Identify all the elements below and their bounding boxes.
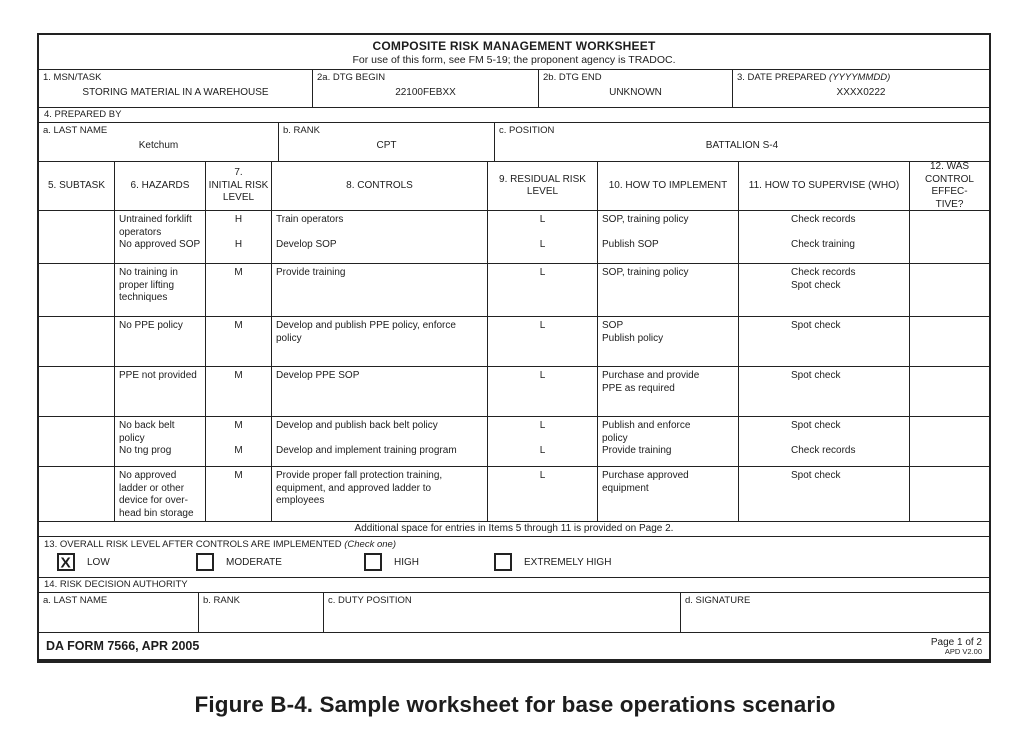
form-version: APD V2.00 [944,646,982,656]
authority-last-name-field[interactable]: a. LAST NAME [39,593,199,632]
option-moderate-label: MODERATE [226,556,282,568]
date-prepared-value: XXXX0222 [836,87,886,98]
cell-effective [910,417,989,466]
cell-subtask [39,467,115,521]
cell-implement: SOP, training policy Publish SOP [598,211,739,263]
preparer-position-field: c. POSITION BATTALION S-4 [495,123,989,161]
date-prepared-field [733,70,989,107]
cell-initial-risk: M [206,317,272,366]
cell-effective [910,467,989,521]
cell-hazards: Untrained forklift operators No approved SOP [115,211,206,263]
col-header-subtask: 5. SUBTASK [39,162,115,210]
preparer-rank-value: CPT [376,140,397,151]
dtg-begin-label: 2a. DTG BEGIN [317,72,386,83]
cell-hazards: PPE not provided [115,367,206,416]
preparer-rank-field: b. RANK CPT [279,123,495,161]
cell-residual-risk: L [488,367,598,416]
crm-worksheet-form [37,33,991,663]
table-row [39,317,989,367]
form-title: COMPOSITE RISK MANAGEMENT WORKSHEET [372,39,656,53]
cell-hazards: No approved ladder or other device for over- head bin storage [115,467,206,521]
option-extremely-high-label: EXTREMELY HIGH [524,556,612,568]
form-id: DA FORM 7566, APR 2005 [46,639,200,653]
col-header-controls: 8. CONTROLS [272,162,488,210]
checkbox-low[interactable]: X [57,553,75,571]
prepared-by-row [39,123,989,162]
authority-signature-field[interactable]: d. SIGNATURE [685,595,751,606]
col-header-hazards: 6. HAZARDS [115,162,206,210]
msn-task-label: 1. MSN/TASK [43,72,102,83]
cell-initial-risk: M M [206,417,272,466]
cell-implement: Purchase approved equipment [598,467,739,521]
form-header [39,35,989,70]
table-row [39,367,989,417]
checkbox-high[interactable] [364,553,382,571]
msn-task-field [39,70,313,107]
risk-decision-authority-section-label: 14. RISK DECISION AUTHORITY [39,578,989,593]
cell-implement: SOP, training policy [598,264,739,316]
dtg-begin-value: 22100FEBXX [395,87,456,98]
cell-supervise: Spot check [739,367,910,416]
msn-task-value: STORING MATERIAL IN A WAREHOUSE [82,87,269,98]
option-low-label: LOW [87,556,110,568]
preparer-last-name-field: a. LAST NAME Ketchum [39,123,279,161]
prepared-by-section-label: 4. PREPARED BY [39,108,989,123]
cell-controls: Develop PPE SOP [272,367,488,416]
cell-initial-risk: M [206,367,272,416]
cell-implement: SOP Publish policy [598,317,739,366]
cell-hazards: No back belt policy No tng prog [115,417,206,466]
cell-effective [910,367,989,416]
option-moderate [196,553,282,571]
cell-implement: Purchase and provide PPE as required [598,367,739,416]
cell-residual-risk: L L [488,211,598,263]
risk-table [39,162,989,522]
cell-initial-risk: M [206,467,272,521]
risk-table-header [39,162,989,211]
risk-decision-authority-row [39,593,989,633]
table-row [39,264,989,317]
figure-caption: Figure B-4. Sample worksheet for base operations scenario [194,692,836,717]
cell-supervise: Spot check [739,467,910,521]
checkbox-moderate[interactable] [196,553,214,571]
cell-supervise: Check records Check training [739,211,910,263]
cell-subtask [39,367,115,416]
col-header-implement: 10. HOW TO IMPLEMENT [598,162,739,210]
cell-effective [910,264,989,316]
authority-rank-field[interactable]: b. RANK [199,593,324,632]
dtg-end-value: UNKNOWN [609,87,662,98]
cell-controls: Develop and publish PPE policy, enforce policy [272,317,488,366]
footer-right [931,637,982,656]
cell-residual-risk: L [488,317,598,366]
overall-risk-section [39,537,989,578]
cell-supervise: Spot check Check records [739,417,910,466]
cell-initial-risk: H H [206,211,272,263]
option-extremely-high [494,553,611,571]
overall-risk-label: 13. OVERALL RISK LEVEL AFTER CONTROLS ARE IMPLEMENTED (Check one) [44,539,396,550]
cell-supervise: Check records Spot check [739,264,910,316]
option-low [57,553,110,571]
form-footer [39,633,989,659]
cell-hazards: No PPE policy [115,317,206,366]
dtg-begin-field [313,70,539,107]
cell-controls: Provide training [272,264,488,316]
date-prepared-label: 3. DATE PREPARED (YYYYMMDD) [737,72,891,83]
col-header-residual-risk: 9. RESIDUAL RISK LEVEL [488,162,598,210]
cell-controls: Provide proper fall protection training, equipment, and approved ladder to employees [272,467,488,521]
cell-effective [910,211,989,263]
cell-subtask [39,264,115,316]
cell-subtask [39,211,115,263]
authority-duty-position-field[interactable]: c. DUTY POSITION [324,593,681,632]
table-row [39,467,989,522]
cell-subtask [39,317,115,366]
page-number: Page 1 of 2 [930,636,982,648]
cell-controls: Train operators Develop SOP [272,211,488,263]
form-subtitle: For use of this form, see FM 5-19; the proponent agency is TRADOC. [352,54,676,66]
cell-hazards: No training in proper lifting techniques [115,264,206,316]
preparer-position-value: BATTALION S-4 [705,140,779,151]
mission-fields-row [39,70,989,108]
col-header-initial-risk: 7. INITIAL RISK LEVEL [206,162,272,210]
cell-effective [910,317,989,366]
preparer-last-name-value: Ketchum [138,140,179,151]
cell-residual-risk: L [488,467,598,521]
table-row [39,211,989,264]
checkbox-extremely-high[interactable] [494,553,512,571]
cell-subtask [39,417,115,466]
col-header-effective: 12. WAS CONTROL EFFEC- TIVE? [925,162,974,210]
table-row [39,417,989,467]
additional-space-note: Additional space for entries in Items 5 through 11 is provided on Page 2. [39,522,989,537]
overall-risk-options [44,553,984,572]
cell-supervise: Spot check [739,317,910,366]
cell-residual-risk: L [488,264,598,316]
dtg-end-field [539,70,733,107]
option-high [364,553,419,571]
cell-implement: Publish and enforce policy Provide training [598,417,739,466]
dtg-end-label: 2b. DTG END [543,72,602,83]
cell-residual-risk: L L [488,417,598,466]
col-header-supervise: 11. HOW TO SUPERVISE (WHO) [739,162,910,210]
option-high-label: HIGH [394,556,419,568]
cell-initial-risk: M [206,264,272,316]
cell-controls: Develop and publish back belt policy Develop and implement training program [272,417,488,466]
